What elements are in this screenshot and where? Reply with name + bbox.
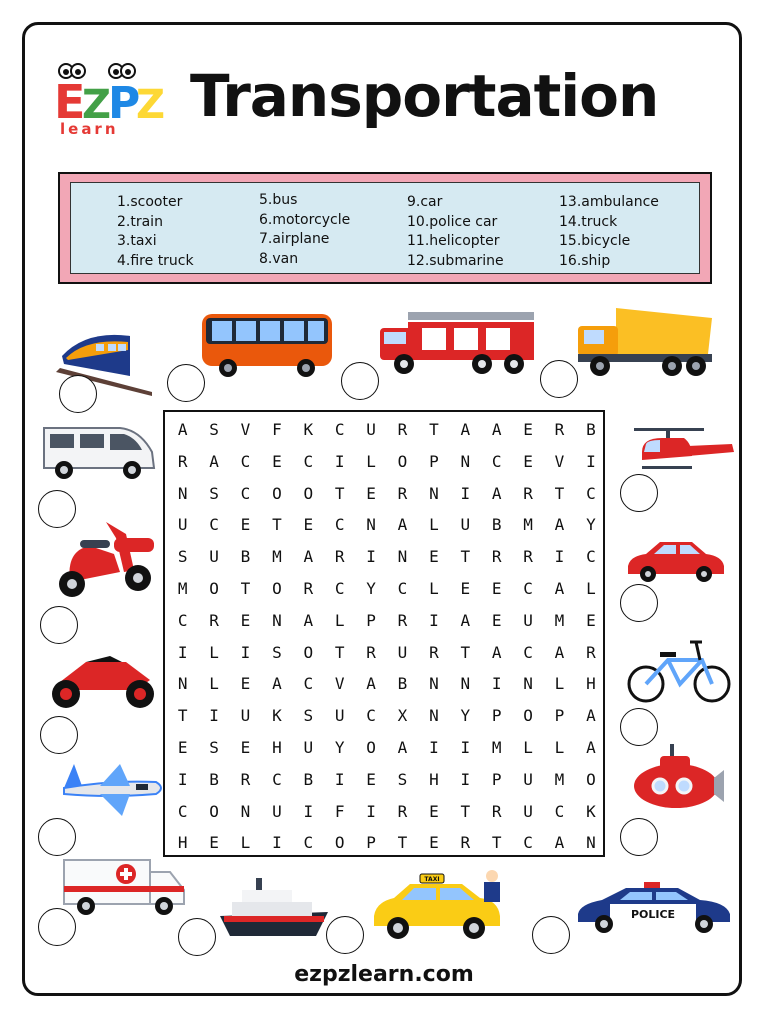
grid-letter[interactable]: A xyxy=(554,642,565,662)
answer-circle[interactable] xyxy=(620,474,658,512)
van-icon xyxy=(40,422,158,482)
answer-circle[interactable] xyxy=(178,918,216,956)
grid-letter[interactable]: I xyxy=(429,610,439,630)
ambulance-icon xyxy=(62,856,188,918)
word-item: 3.taxi xyxy=(117,233,157,249)
grid-letter[interactable]: T xyxy=(491,833,502,853)
grid-letter[interactable]: I xyxy=(366,547,376,567)
word-item: 14.truck xyxy=(559,213,618,230)
grid-letter[interactable]: N xyxy=(272,610,282,630)
grid-letter[interactable]: I xyxy=(366,801,376,821)
grid-letter[interactable]: N xyxy=(523,674,533,694)
grid-letter[interactable]: R xyxy=(303,579,314,598)
grid-letter[interactable]: A xyxy=(554,515,565,535)
grid-letter[interactable]: O xyxy=(586,769,596,789)
grid-letter[interactable]: A xyxy=(397,738,408,757)
taxi-sign: TAXI xyxy=(424,876,440,883)
grid-letter[interactable]: R xyxy=(397,610,408,630)
grid-letter[interactable]: L xyxy=(429,515,439,535)
answer-circle[interactable] xyxy=(38,818,76,856)
grid-letter[interactable]: E xyxy=(491,579,502,598)
grid-letter[interactable]: C xyxy=(523,579,533,598)
grid-letter[interactable]: R xyxy=(491,801,502,821)
police-car-icon xyxy=(574,880,734,934)
grid-letter[interactable]: T xyxy=(460,801,471,821)
grid-letter[interactable]: Y xyxy=(366,579,376,598)
grid-letter[interactable]: U xyxy=(523,801,533,821)
answer-circle[interactable] xyxy=(540,360,578,398)
answer-circle[interactable] xyxy=(40,606,78,644)
grid-letter[interactable]: R xyxy=(523,547,533,567)
grid-letter[interactable]: U xyxy=(177,515,188,535)
grid-letter[interactable]: V xyxy=(240,420,251,439)
grid-letter[interactable]: C xyxy=(209,515,219,535)
grid-letter[interactable]: U xyxy=(334,706,345,726)
grid-letter[interactable]: O xyxy=(366,738,376,757)
grid-letter[interactable]: Y xyxy=(460,706,471,726)
word-item: 16.ship xyxy=(559,252,611,269)
grid-letter[interactable]: R xyxy=(397,483,408,503)
grid-letter[interactable]: V xyxy=(554,451,565,471)
grid-letter[interactable]: T xyxy=(460,642,471,662)
grid-letter[interactable]: S xyxy=(177,547,188,567)
grid-letter[interactable]: C xyxy=(366,706,376,726)
answer-circle[interactable] xyxy=(59,375,97,413)
grid-letter[interactable]: O xyxy=(209,579,219,598)
word-item: 4.fire truck xyxy=(117,252,194,269)
grid-letter[interactable]: I xyxy=(272,833,282,853)
grid-letter[interactable]: I xyxy=(460,483,471,503)
grid-letter[interactable]: R xyxy=(209,610,219,630)
word-item: 6.motorcycle xyxy=(259,211,351,228)
grid-letter[interactable]: S xyxy=(209,483,219,503)
grid-letter[interactable]: B xyxy=(586,420,596,439)
word-item: 12.submarine xyxy=(407,252,504,269)
grid-letter[interactable]: L xyxy=(209,674,219,694)
grid-letter[interactable]: L xyxy=(209,642,219,662)
grid-letter[interactable]: P xyxy=(429,451,439,471)
submarine-icon xyxy=(630,740,726,816)
grid-letter[interactable]: I xyxy=(303,801,314,821)
car-icon xyxy=(626,536,726,584)
grid-letter[interactable]: U xyxy=(303,738,314,757)
grid-letter[interactable]: C xyxy=(177,801,188,821)
grid-letter[interactable]: E xyxy=(429,547,439,567)
grid-letter[interactable]: T xyxy=(240,579,251,598)
word-item: 1.scooter xyxy=(117,194,183,210)
word-column-3 xyxy=(407,193,504,271)
grid-letter[interactable]: A xyxy=(177,420,188,439)
answer-circle[interactable] xyxy=(326,916,364,954)
grid-letter[interactable]: H xyxy=(177,833,188,853)
word-search-grid xyxy=(163,410,605,857)
grid-letter[interactable]: E xyxy=(240,515,251,535)
grid-letter[interactable]: U xyxy=(523,769,533,789)
grid-letter[interactable]: E xyxy=(586,610,596,630)
grid-letter[interactable]: L xyxy=(554,738,565,757)
grid-letter[interactable]: I xyxy=(240,642,251,662)
grid-letter[interactable]: O xyxy=(397,451,408,471)
grid-letter[interactable]: B xyxy=(209,769,219,789)
grid-letter[interactable]: L xyxy=(334,610,345,630)
grid-letter[interactable]: H xyxy=(429,769,439,789)
grid-letter[interactable]: U xyxy=(460,515,471,535)
grid-letter[interactable]: R xyxy=(460,833,471,853)
grid-letter[interactable]: M xyxy=(554,610,565,630)
grid-letter[interactable]: C xyxy=(177,610,188,630)
grid-letter[interactable]: E xyxy=(429,833,439,853)
grid-letter[interactable]: C xyxy=(554,801,565,821)
grid-letter[interactable]: T xyxy=(429,420,439,439)
grid-letter[interactable]: C xyxy=(397,579,408,598)
grid-letter[interactable]: I xyxy=(586,451,596,471)
grid-letter[interactable]: L xyxy=(429,579,439,598)
grid-letter[interactable]: H xyxy=(272,738,282,757)
word-column-2 xyxy=(259,191,350,269)
police-label: POLICE xyxy=(630,908,676,921)
grid-letter[interactable]: M xyxy=(177,579,188,598)
grid-letter[interactable]: I xyxy=(491,674,502,694)
grid-letter[interactable]: E xyxy=(523,451,533,471)
bicycle-icon xyxy=(626,634,732,706)
svg-text:Z: Z xyxy=(136,82,166,128)
word-item: 8.van xyxy=(259,250,299,267)
answer-circle[interactable] xyxy=(38,908,76,946)
grid-letter[interactable]: S xyxy=(397,769,408,789)
answer-circle[interactable] xyxy=(532,916,570,954)
grid-letter[interactable]: T xyxy=(554,483,565,503)
grid-letter[interactable]: N xyxy=(429,706,439,726)
grid-letter[interactable]: T xyxy=(177,706,188,726)
grid-letter[interactable]: I xyxy=(209,706,219,726)
grid-letter[interactable]: A xyxy=(491,483,502,503)
grid-letter[interactable]: F xyxy=(334,801,345,821)
grid-letter[interactable]: E xyxy=(460,579,471,598)
grid-letter[interactable]: A xyxy=(586,706,596,726)
grid-letter[interactable]: R xyxy=(334,547,345,567)
grid-letter[interactable]: K xyxy=(303,420,314,439)
grid-letter[interactable]: T xyxy=(397,833,408,853)
answer-circle[interactable] xyxy=(341,362,379,400)
grid-letter[interactable]: N xyxy=(429,674,439,694)
grid-letter[interactable]: A xyxy=(491,420,502,439)
grid-letter[interactable]: L xyxy=(586,579,596,598)
grid-letter[interactable]: P xyxy=(366,610,376,630)
grid-letter[interactable]: N xyxy=(366,515,376,535)
grid-letter[interactable]: C xyxy=(586,547,596,567)
grid-letter[interactable]: P xyxy=(491,769,502,789)
grid-letter[interactable]: C xyxy=(491,451,502,471)
grid-letter[interactable]: N xyxy=(397,547,408,567)
grid-letter[interactable]: A xyxy=(460,610,471,630)
grid-letter[interactable]: E xyxy=(366,769,376,789)
page-title: Transportation xyxy=(190,62,659,130)
grid-letter[interactable]: C xyxy=(523,642,533,662)
grid-letter[interactable]: F xyxy=(272,420,282,439)
grid-letter[interactable]: U xyxy=(240,706,251,726)
grid-letter[interactable]: A xyxy=(303,610,314,630)
word-item: 2.train xyxy=(117,213,163,230)
answer-circle[interactable] xyxy=(620,584,658,622)
grid-letter[interactable]: I xyxy=(554,547,565,567)
grid-letter[interactable]: A xyxy=(460,420,471,439)
answer-circle[interactable] xyxy=(620,708,658,746)
grid-letter[interactable]: O xyxy=(303,642,314,662)
grid-letter[interactable]: N xyxy=(177,483,188,503)
fire-truck-icon xyxy=(378,310,538,376)
grid-letter[interactable]: S xyxy=(303,706,314,726)
grid-letter[interactable]: T xyxy=(334,642,345,662)
grid-letter[interactable]: E xyxy=(491,610,502,630)
grid-letter[interactable]: R xyxy=(366,642,376,662)
word-item: 5.bus xyxy=(259,192,298,208)
svg-text:P: P xyxy=(108,78,141,129)
grid-letter[interactable]: O xyxy=(523,706,533,726)
ezpz-logo xyxy=(52,62,167,137)
ship-icon xyxy=(218,874,330,938)
word-item: 9.car xyxy=(407,194,443,210)
grid-letter[interactable]: R xyxy=(586,642,596,662)
word-column-4 xyxy=(559,193,659,271)
word-item: 11.helicopter xyxy=(407,233,500,249)
motorcycle-icon xyxy=(46,652,160,710)
grid-letter[interactable]: X xyxy=(397,706,408,726)
word-item: 10.police car xyxy=(407,213,498,230)
grid-letter[interactable]: L xyxy=(366,451,376,471)
grid-letter[interactable]: E xyxy=(303,515,314,535)
grid-letter[interactable]: I xyxy=(177,642,188,662)
airplane-icon xyxy=(60,760,166,820)
grid-letter[interactable]: U xyxy=(523,610,533,630)
grid-letter[interactable]: C xyxy=(334,515,345,535)
grid-letter[interactable]: U xyxy=(366,420,376,439)
grid-letter[interactable]: O xyxy=(272,579,282,598)
svg-text:learn: learn xyxy=(60,120,119,137)
grid-letter[interactable]: B xyxy=(240,547,251,567)
grid-letter[interactable]: C xyxy=(303,833,314,853)
grid-letter[interactable]: S xyxy=(272,642,282,662)
grid-letter[interactable]: T xyxy=(272,515,282,535)
grid-letter[interactable]: A xyxy=(586,738,596,757)
grid-letter[interactable]: B xyxy=(491,515,502,535)
word-column-1 xyxy=(117,193,194,271)
grid-letter[interactable]: L xyxy=(523,738,533,757)
word-item: 7.airplane xyxy=(259,231,330,247)
grid-letter[interactable]: A xyxy=(397,515,408,535)
grid-letter[interactable]: R xyxy=(240,769,251,789)
helicopter-icon xyxy=(632,424,736,474)
grid-letter[interactable]: R xyxy=(554,420,565,439)
grid-letter[interactable]: C xyxy=(240,483,251,503)
svg-text:Z: Z xyxy=(82,82,112,128)
word-bank-panel xyxy=(70,182,700,274)
grid-letter[interactable]: R xyxy=(523,483,533,503)
word-bank xyxy=(58,172,712,284)
bus-icon xyxy=(198,310,336,378)
grid-letter[interactable]: P xyxy=(491,706,502,726)
grid-letter[interactable]: I xyxy=(334,451,345,471)
grid-letter[interactable]: M xyxy=(554,769,565,789)
answer-circle[interactable] xyxy=(167,364,205,402)
grid-letter[interactable]: A xyxy=(554,579,565,598)
grid-letter[interactable]: U xyxy=(209,547,219,567)
word-item: 13.ambulance xyxy=(559,194,659,210)
grid-letter[interactable]: E xyxy=(429,801,439,821)
grid-letter[interactable]: C xyxy=(272,769,282,789)
grid-letter[interactable]: E xyxy=(240,738,251,757)
grid-letter[interactable]: O xyxy=(334,833,345,853)
truck-icon xyxy=(576,304,714,378)
grid-letter[interactable]: I xyxy=(460,738,471,757)
grid-letter[interactable]: L xyxy=(554,674,565,694)
grid-letter[interactable]: L xyxy=(240,833,251,853)
grid-letter[interactable]: I xyxy=(429,738,439,757)
grid-letter[interactable]: C xyxy=(303,451,314,471)
grid-letter[interactable]: C xyxy=(586,483,596,503)
grid-letter[interactable]: E xyxy=(523,420,533,439)
grid-letter[interactable]: R xyxy=(177,451,188,471)
grid-letter[interactable]: E xyxy=(272,451,282,471)
grid-letter[interactable]: M xyxy=(272,547,282,567)
grid-letter[interactable]: A xyxy=(209,451,219,471)
grid-letter[interactable]: A xyxy=(272,674,282,694)
grid-letter[interactable]: A xyxy=(554,833,565,853)
grid-letter[interactable]: U xyxy=(397,642,408,662)
grid-letter[interactable]: P xyxy=(366,833,376,853)
grid-letter[interactable]: K xyxy=(272,706,282,726)
grid-letter[interactable]: R xyxy=(397,420,408,439)
grid-letter[interactable]: E xyxy=(240,610,251,630)
grid-letter[interactable]: Y xyxy=(334,738,345,757)
grid-letter[interactable]: N xyxy=(429,483,439,503)
grid-letter[interactable]: B xyxy=(303,769,314,789)
grid-letter[interactable]: C xyxy=(334,579,345,598)
grid-letter[interactable]: A xyxy=(303,547,314,567)
grid-letter[interactable]: E xyxy=(209,833,219,853)
website-footer: ezpzlearn.com xyxy=(294,962,474,987)
taxi-icon xyxy=(370,868,510,942)
grid-letter[interactable]: O xyxy=(272,483,282,503)
grid-letter[interactable]: E xyxy=(177,738,188,757)
grid-letter[interactable]: Y xyxy=(586,515,596,535)
grid-letter[interactable]: N xyxy=(177,674,188,694)
grid-letter[interactable]: N xyxy=(460,451,471,471)
grid-letter[interactable]: U xyxy=(272,801,282,821)
grid-letter[interactable]: R xyxy=(429,642,439,662)
answer-circle[interactable] xyxy=(620,818,658,856)
grid-letter[interactable]: C xyxy=(303,674,314,694)
grid-letter[interactable]: A xyxy=(366,674,376,694)
grid-letter[interactable]: R xyxy=(397,801,408,821)
grid-letter[interactable]: H xyxy=(586,674,596,694)
grid-letter[interactable]: O xyxy=(209,801,219,821)
grid-letter[interactable]: N xyxy=(240,801,251,821)
svg-text:E: E xyxy=(54,75,86,129)
grid-letter[interactable]: M xyxy=(491,738,502,757)
grid-letter[interactable]: I xyxy=(460,769,471,789)
grid-letter[interactable]: K xyxy=(586,801,596,821)
grid-letter[interactable]: P xyxy=(554,706,565,726)
grid-letter[interactable]: N xyxy=(586,833,596,853)
grid-letter[interactable]: A xyxy=(491,642,502,662)
grid-letter[interactable]: B xyxy=(397,674,408,694)
grid-letter[interactable]: C xyxy=(523,833,533,853)
grid-letter[interactable]: N xyxy=(460,674,471,694)
grid-letter[interactable]: T xyxy=(460,547,471,567)
grid-letter[interactable]: C xyxy=(334,420,345,439)
grid-letter[interactable]: C xyxy=(240,451,251,471)
grid-letter[interactable]: E xyxy=(240,674,251,694)
grid-letter[interactable]: M xyxy=(523,515,533,535)
grid-letter[interactable]: V xyxy=(334,674,345,694)
grid-letter[interactable]: R xyxy=(491,547,502,567)
grid-letter[interactable]: T xyxy=(334,483,345,503)
answer-circle[interactable] xyxy=(40,716,78,754)
grid-letter[interactable]: O xyxy=(303,483,314,503)
grid-letter[interactable]: S xyxy=(209,420,219,439)
grid-letter[interactable]: E xyxy=(366,483,376,503)
grid-letter[interactable]: S xyxy=(209,738,219,757)
grid-letter[interactable]: I xyxy=(334,769,345,789)
answer-circle[interactable] xyxy=(38,490,76,528)
grid-letter[interactable]: I xyxy=(177,769,188,789)
word-item: 15.bicycle xyxy=(559,233,631,249)
